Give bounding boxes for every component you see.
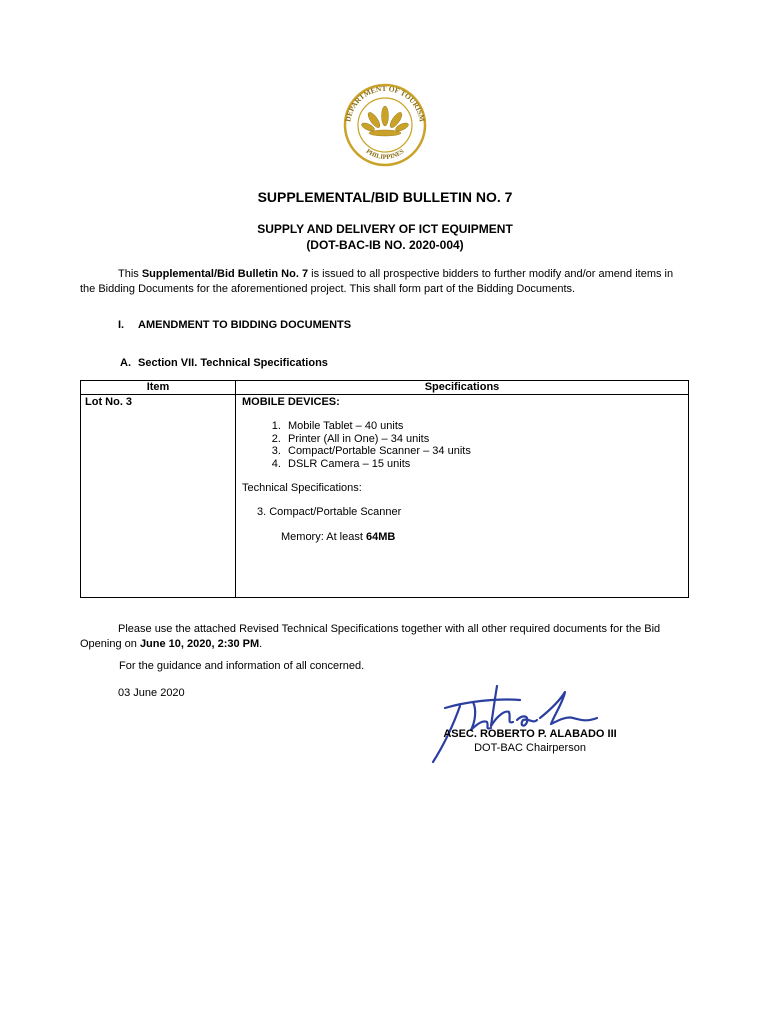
section-heading-1 xyxy=(118,319,351,331)
table-header-row xyxy=(81,381,689,395)
intro-bold: Supplemental/Bid Bulletin No. 7 xyxy=(141,268,309,280)
scanner-item: 3. Compact/Portable Scanner xyxy=(257,506,402,518)
document-date: 03 June 2020 xyxy=(118,687,185,699)
signatory-role: DOT-BAC Chairperson xyxy=(474,742,586,754)
intro-pre: This xyxy=(118,268,142,280)
closing-pre: Please use the attached Revised Technical Specifications together with all other required documents for the Bid Opening on xyxy=(80,623,661,650)
closing-post: . xyxy=(259,638,263,650)
table-row xyxy=(81,395,689,598)
list-item: 1. Mobile Tablet – 40 units xyxy=(284,420,682,433)
seal-bottom-text: PHILIPPINES xyxy=(364,147,406,161)
project-reference: (DOT-BAC-IB NO. 2020-004) xyxy=(306,238,464,252)
memory-value: 64MB xyxy=(365,531,396,543)
svg-text:PHILIPPINES xyxy=(365,148,406,161)
list-item: 3. Compact/Portable Scanner – 34 units xyxy=(284,445,682,458)
bulletin-title: SUPPLEMENTAL/BID BULLETIN NO. 7 xyxy=(257,189,513,205)
list-item: 2. Printer (All in One) – 34 units xyxy=(284,433,682,446)
project-title: SUPPLY AND DELIVERY OF ICT EQUIPMENT xyxy=(257,222,513,236)
seal-top-text: DEPARTMENT OF TOURISM xyxy=(343,83,427,123)
subsection-title: Section VII. Technical Specifications xyxy=(138,357,328,369)
lot-cell: Lot No. 3 xyxy=(81,395,236,598)
specifications-column-header: Specifications xyxy=(236,381,689,395)
memory-label: Memory: At least xyxy=(281,531,366,543)
intro-post: is issued to all prospective bidders to further modify and/or amend items in the Bidding Documents for the aforementioned project. This shall form part of the Bidding Documents. xyxy=(80,268,674,295)
subsection-number: A. xyxy=(120,357,131,369)
section-number: I. xyxy=(118,319,125,331)
section-title: AMENDMENT TO BIDDING DOCUMENTS xyxy=(138,319,352,331)
item-column-header: Item xyxy=(81,381,236,395)
closing-bold: June 10, 2020, 2:30 PM xyxy=(139,638,260,650)
intro-paragraph xyxy=(80,267,690,297)
list-item: 4. DSLR Camera – 15 units xyxy=(284,458,682,471)
technical-specs-label: Technical Specifications: xyxy=(242,482,362,494)
guidance-line: For the guidance and information of all concerned. xyxy=(119,660,365,672)
signatory-name: ASEC. ROBERTO P. ALABADO III xyxy=(443,728,617,740)
specifications-table xyxy=(80,380,689,598)
memory-spec xyxy=(242,531,682,543)
subsection-heading-a xyxy=(120,357,328,369)
device-group-title: MOBILE DEVICES: xyxy=(242,396,340,408)
specifications-cell xyxy=(236,395,689,598)
closing-paragraph xyxy=(80,622,690,652)
department-of-tourism-seal xyxy=(330,80,440,170)
device-list xyxy=(242,420,682,470)
handwritten-signature xyxy=(425,680,605,770)
